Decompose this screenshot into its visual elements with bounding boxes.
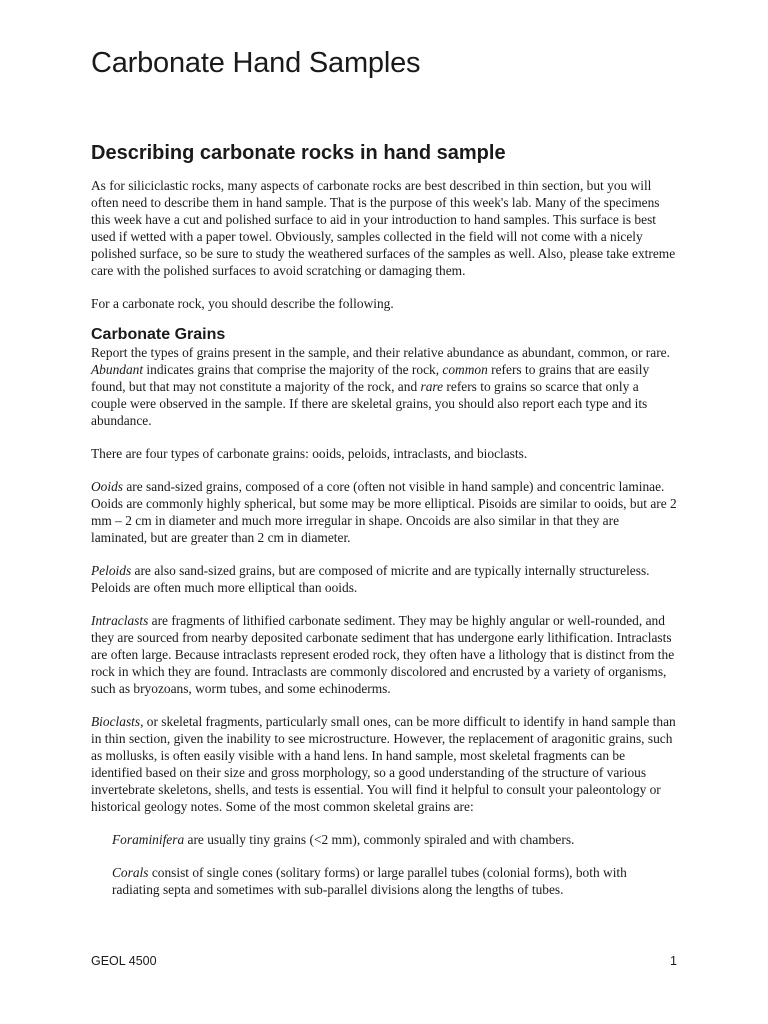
- footer-page-number: 1: [670, 954, 677, 968]
- bioclasts-text: , or skeletal fragments, particularly small ones, can be more difficult to identify in hand sample than in thin section, given the inability to see microstructure. However, the replacement of aragonitic grains, such as mollusks, is often easily visible with a hand lens. In hand sample, most skeletal fragments can be identified based on their size and gross morphology, so a good understanding of the structure of various invertebrate skeletons, shells, and tests is essential. You will find it helpful to consult your paleontology or historical geology notes. Some of the most common skeletal grains are:: [91, 714, 676, 814]
- lead-in-paragraph: For a carbonate rock, you should describe the following.: [91, 296, 394, 311]
- grains-text-2: indicates grains that comprise the majority of the rock,: [143, 362, 443, 377]
- term-intraclasts: Intraclasts: [91, 613, 149, 628]
- corals-text: consist of single cones (solitary forms) or large parallel tubes (colonial forms), both with radiating septa and sometimes with sub-parallel divisions along the lengths of tubes.: [112, 865, 627, 897]
- foraminifera-paragraph: [91, 831, 677, 848]
- footer-course: GEOL 4500: [91, 954, 157, 968]
- term-abundant: Abundant: [91, 362, 144, 377]
- foraminifera-text: are usually tiny grains (<2 mm), commonly spiraled and with chambers.: [184, 832, 575, 847]
- peloids-paragraph: [91, 562, 677, 596]
- grains-paragraph: [91, 344, 677, 429]
- intraclasts-text: are fragments of lithified carbonate sediment. They may be highly angular or well-rounded, and they are sourced from nearby deposited carbonate sediment that has undergone early lithification. Intraclasts are often large. Because intraclasts represent eroded rock, they often have a lithology that is distinct from the rock in which they are found. Intraclasts are commonly discolored and encrusted by a variety of organisms, such as bryozoans, worm tubes, and some echinoderms.: [91, 613, 675, 696]
- intraclasts-paragraph: [91, 612, 677, 697]
- grains-text-4: refers to grains so scarce that only a couple were observed in the sample. If there are skeletal grains, you should also report each type and its abundance.: [91, 379, 648, 428]
- peloids-text: are also sand-sized grains, but are composed of micrite and are typically internally structureless. Peloids are often much more elliptical than ooids.: [91, 563, 650, 595]
- ooids-text: are sand-sized grains, composed of a core (often not visible in hand sample) and concentric laminae. Ooids are commonly highly spherical, but some may be more elliptical. Pisoids are similar to ooids, but are 2 mm – 2 cm in diameter and much more irregular in shape. Oncoids are also similar in that they are laminated, but are greater than 2 cm in diameter.: [91, 479, 677, 545]
- ooids-paragraph: [91, 478, 677, 546]
- term-ooids: Ooids: [91, 479, 123, 494]
- term-common: common: [442, 362, 488, 377]
- document-page: [91, 0, 677, 1024]
- bioclasts-paragraph: [91, 713, 677, 815]
- grain-types-paragraph: There are four types of carbonate grains: ooids, peloids, intraclasts, and bioclasts.: [91, 446, 528, 461]
- term-peloids: Peloids: [91, 563, 132, 578]
- corals-paragraph: [91, 864, 677, 898]
- document-body: [91, 177, 677, 914]
- section-heading: Describing carbonate rocks in hand sample: [91, 142, 506, 164]
- grains-heading: Carbonate Grains: [91, 326, 226, 343]
- grains-text-3: refers to grains that are easily found, but that may not constitute a majority of the rock, and: [91, 362, 650, 394]
- document-title: Carbonate Hand Samples: [91, 47, 421, 79]
- term-corals: Corals: [112, 865, 149, 880]
- intro-paragraph: As for siliciclastic rocks, many aspects of carbonate rocks are best described in thin section, but you will often need to describe them in hand sample. That is the purpose of this week's lab. Many of the specimens this week have a cut and polished surface to aid in your introduction to hand samples. This surface is best used if wetted with a paper towel. Obviously, samples collected in the field will not come with a nicely polished surface, so be sure to study the weathered surfaces of the samples as well. Also, please take extreme care with the polished surfaces to avoid scratching or damaging them.: [91, 178, 676, 278]
- term-rare: rare: [420, 379, 444, 394]
- term-bioclasts: Bioclasts: [91, 714, 141, 729]
- grains-text-1: Report the types of grains present in the sample, and their relative abundance as abundant, common, or rare.: [91, 345, 670, 360]
- term-foraminifera: Foraminifera: [112, 832, 185, 847]
